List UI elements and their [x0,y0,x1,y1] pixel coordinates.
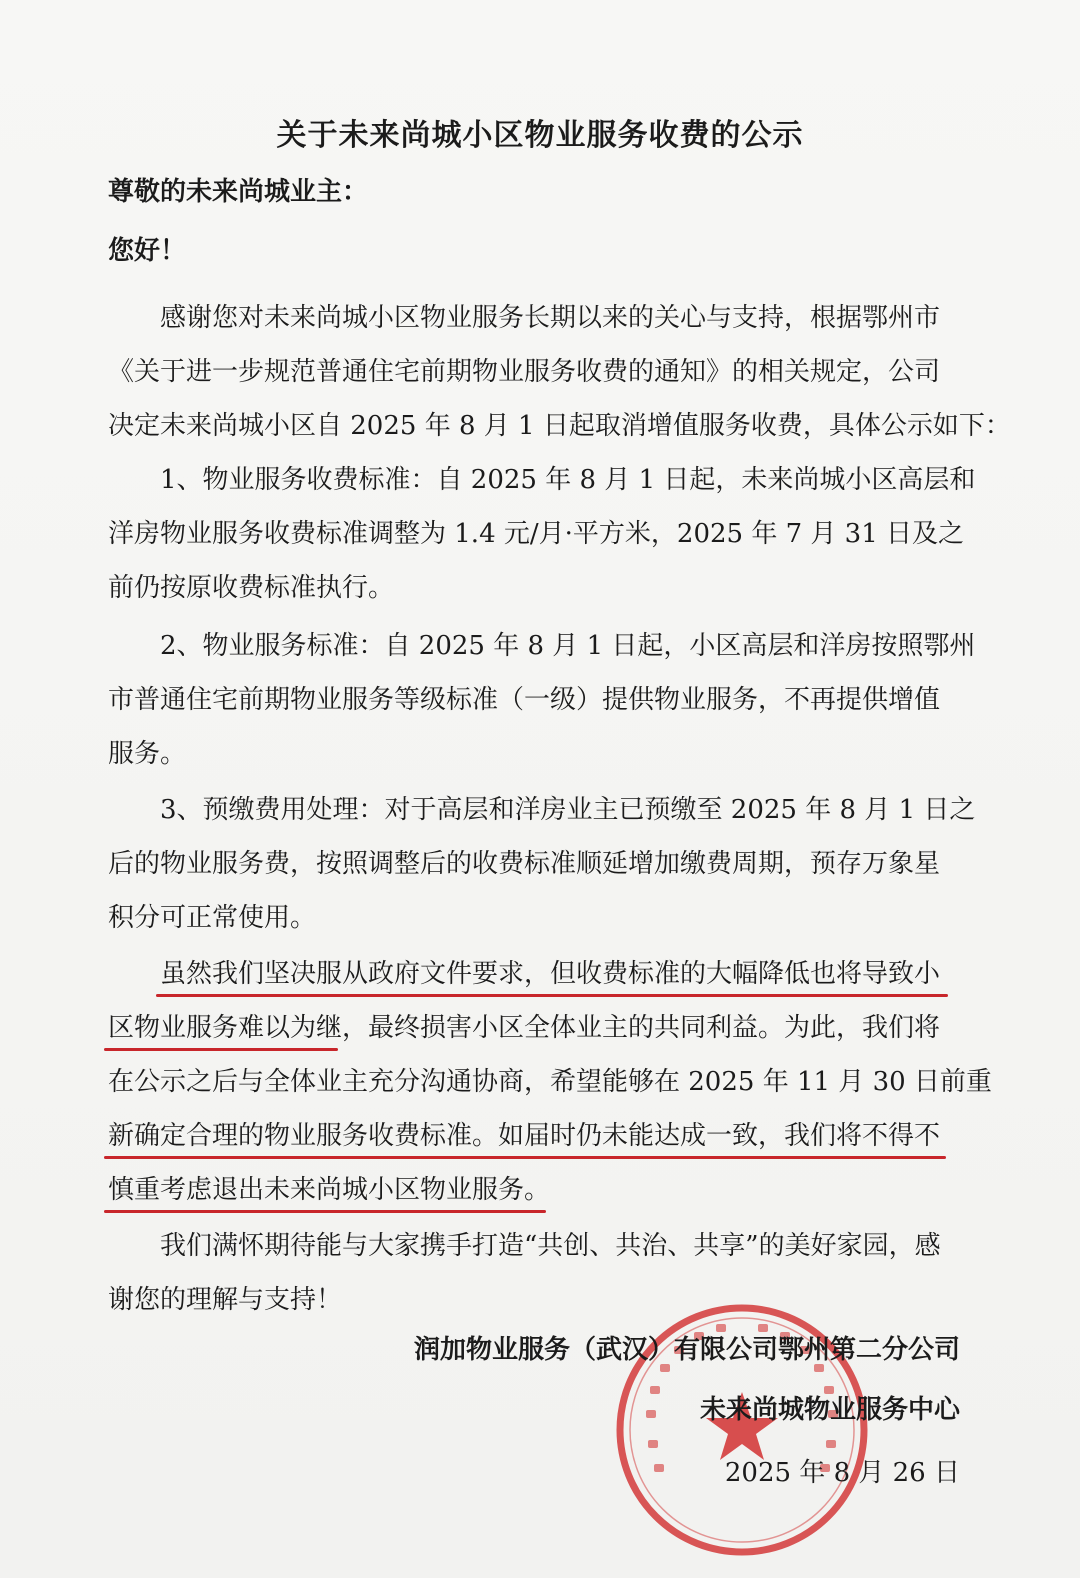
paragraph-line: 服务。 [108,739,187,769]
paragraph-line: 区物业服务难以为继，最终损害小区全体业主的共同利益。为此，我们将 [108,1013,941,1043]
red-underline [104,1210,546,1213]
paragraph-line: 2、物业服务标准：自 2025 年 8 月 1 日起，小区高层和洋房按照鄂州 [160,631,976,661]
paragraph-line: 积分可正常使用。 [108,903,317,933]
paragraph-line: 新确定合理的物业服务收费标准。如届时仍未能达成一致，我们将不得不 [108,1121,941,1151]
paragraph-line: 在公示之后与全体业主充分沟通协商，希望能够在 2025 年 11 月 30 日前重 [108,1067,992,1097]
red-underline [104,1048,338,1051]
paragraph-line: 虽然我们坚决服从政府文件要求，但收费标准的大幅降低也将导致小 [160,959,941,989]
paragraph-line: 慎重考虑退出未来尚城小区物业服务。 [108,1175,551,1205]
paragraph-line: 《关于进一步规范普通住宅前期物业服务收费的通知》的相关规定，公司 [108,357,941,387]
paragraph-line: 我们满怀期待能与大家携手打造“共创、共治、共享”的美好家园，感 [160,1231,941,1261]
paragraph-line: 谢您的理解与支持！ [108,1285,343,1315]
signature-date: 2025 年 8 月 26 日 [724,1458,960,1488]
paragraph-line: 决定未来尚城小区自 2025 年 8 月 1 日起取消增值服务收费，具体公示如下： [108,411,1011,441]
salutation: 尊敬的未来尚城业主： [108,177,369,207]
signature-company: 润加物业服务（武汉）有限公司鄂州第二分公司 [413,1335,960,1365]
paragraph-line: 前仍按原收费标准执行。 [108,573,395,603]
document-title: 关于未来尚城小区物业服务收费的公示 [276,118,804,153]
red-underline [156,994,948,997]
paragraph-line: 市普通住宅前期物业服务等级标准（一级）提供物业服务，不再提供增值 [108,685,941,715]
signature-center: 未来尚城物业服务中心 [699,1395,960,1425]
paragraph-line: 感谢您对未来尚城小区物业服务长期以来的关心与支持，根据鄂州市 [160,303,941,333]
red-underline [104,1156,946,1159]
paragraph-line: 1、物业服务收费标准：自 2025 年 8 月 1 日起，未来尚城小区高层和 [160,465,976,495]
greeting: 您好！ [108,236,187,266]
paragraph-line: 洋房物业服务收费标准调整为 1.4 元/月·平方米，2025 年 7 月 31 日及之 [108,519,965,549]
paragraph-line: 后的物业服务费，按照调整后的收费标准顺延增加缴费周期，预存万象星 [108,849,941,879]
paragraph-line: 3、预缴费用处理：对于高层和洋房业主已预缴至 2025 年 8 月 1 日之 [160,795,976,825]
